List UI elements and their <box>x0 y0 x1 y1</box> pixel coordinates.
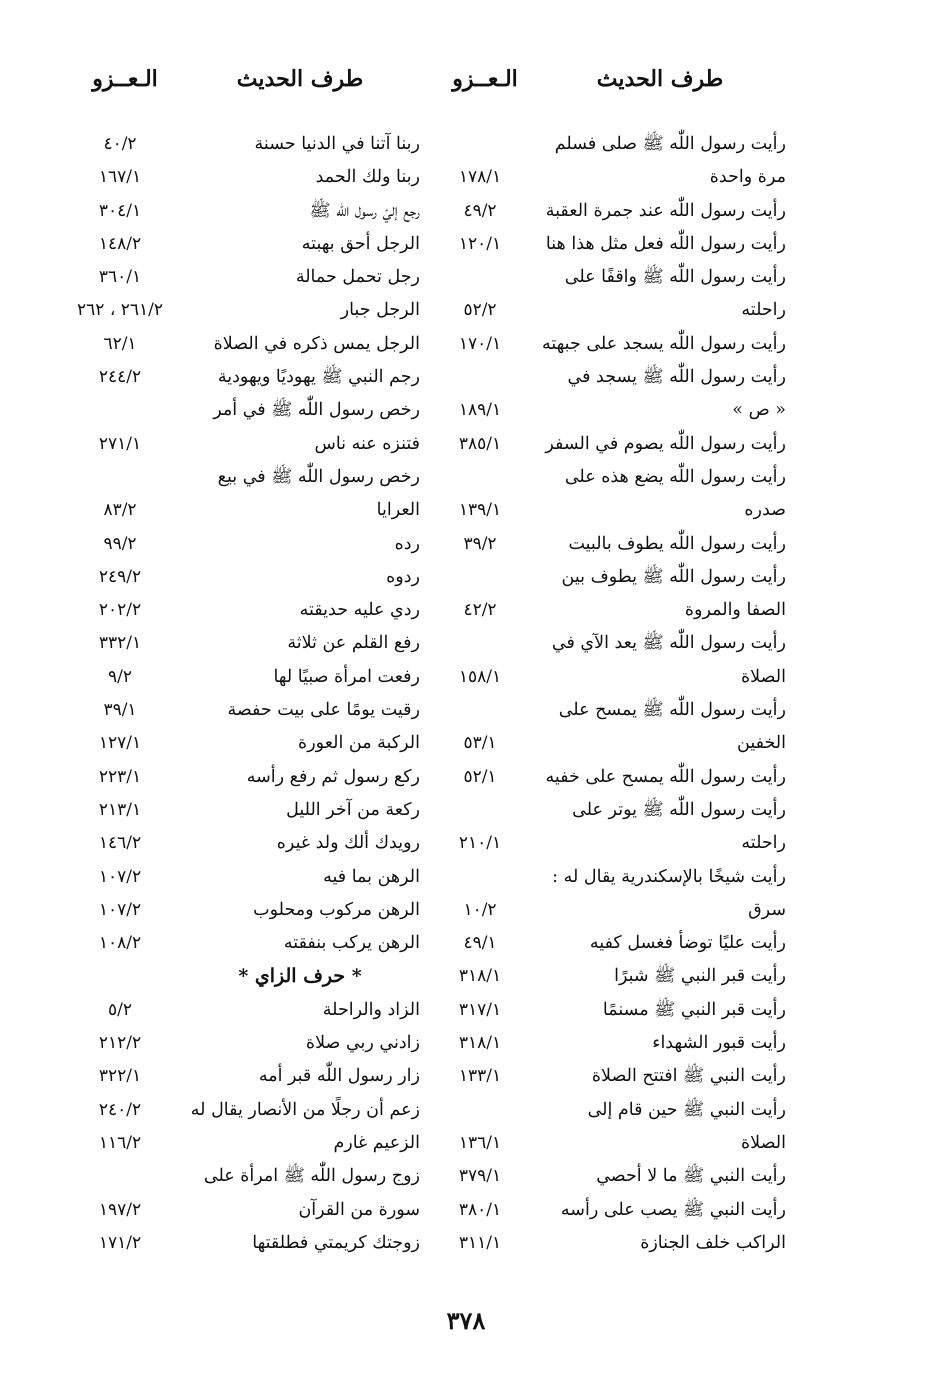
index-row <box>430 1160 790 1193</box>
reference: ١٣٩/١ <box>458 500 502 521</box>
hadith-text: رويدك ألك ولد غيره <box>276 833 420 854</box>
index-row <box>70 1194 430 1227</box>
index-row <box>430 694 790 727</box>
index-row <box>430 761 790 794</box>
index-row <box>430 994 790 1027</box>
index-row <box>430 128 790 161</box>
index-row <box>70 1160 430 1193</box>
index-row <box>430 195 790 228</box>
hadith-text: رأيت رسول اللّٰه يمسح على خفيه <box>545 766 786 787</box>
reference: ٤٢/٢ <box>463 600 497 621</box>
hadith-text: رأيت رسول اللّٰه ﷺ يوتر على <box>572 799 786 820</box>
hadith-text: رأيت رسول اللّٰه ﷺ يعد الآي في <box>551 633 786 654</box>
index-row <box>70 228 430 261</box>
index-row <box>430 294 790 327</box>
hadith-text: رأيت شيخًا بالإسكندرية يقال له : <box>552 866 786 887</box>
hadith-text: رأيت رسول اللّٰه فعل مثل هذا هنا <box>545 233 786 254</box>
index-row <box>430 794 790 827</box>
hadith-text: الصلاة <box>741 666 786 687</box>
index-row <box>70 461 430 494</box>
index-row <box>430 1094 790 1127</box>
reference: ٣١٨/١ <box>458 1033 502 1054</box>
hadith-text: رأيت النبي ﷺ يصب على رأسه <box>560 1199 786 1220</box>
index-row <box>70 1094 430 1127</box>
hadith-text: ربنا ولك الحمد <box>315 167 420 188</box>
index-row <box>70 827 430 860</box>
reference: ١٩٧/٢ <box>98 1199 142 1220</box>
hadith-text: الرجل يمس ذكره في الصلاة <box>213 333 420 354</box>
reference: ٣٨٠/١ <box>458 1199 502 1220</box>
hadith-text: رفعت امرأة صبيًا لها <box>273 666 420 687</box>
hadith-text: ركعة من آخر الليل <box>286 799 420 820</box>
reference: ١٧٨/١ <box>458 167 502 188</box>
reference: ١٤٦/٢ <box>98 833 142 854</box>
hadith-text: الرجل جبار <box>340 300 420 321</box>
index-row <box>430 861 790 894</box>
hadith-text: ردي عليه حديقته <box>299 600 420 621</box>
hadith-text: زعم أن رجلًا من الأنصار يقال له <box>190 1099 420 1120</box>
index-row <box>430 627 790 660</box>
header-left-ref: الـعــزو <box>92 66 158 92</box>
reference: ٣١٧/١ <box>458 999 502 1020</box>
hadith-text: رخص رسول اللّٰه ﷺ في أمر <box>213 400 420 421</box>
reference: ١٠٧/٢ <box>98 899 142 920</box>
index-row <box>70 161 430 194</box>
index-row <box>70 761 430 794</box>
index-row <box>70 927 430 960</box>
hadith-text: رأيت رسول اللّٰه ﷺ صلى فسلم <box>554 134 786 154</box>
reference: ٣٩/١ <box>103 700 137 721</box>
hadith-text: الرهن بما فيه <box>323 866 420 887</box>
reference: ١٤٨/٢ <box>98 233 142 254</box>
reference: ٣١١/١ <box>458 1232 502 1253</box>
index-row <box>430 1227 790 1260</box>
index-row <box>430 461 790 494</box>
hadith-text: الرهن مركوب ومحلوب <box>253 899 420 920</box>
hadith-text: الركبة من العورة <box>298 733 420 754</box>
reference: ٦٢/١ <box>103 333 137 354</box>
hadith-text: الراكب خلف الجنازة <box>640 1232 786 1253</box>
index-row <box>430 894 790 927</box>
hadith-text: الصلاة <box>741 1132 786 1153</box>
reference: ٤٠/٢ <box>103 134 137 154</box>
hadith-text: مرة واحدة <box>709 167 786 188</box>
reference: ١٣٣/١ <box>458 1066 502 1087</box>
index-row <box>70 128 430 161</box>
reference: ٢٤٤/٢ <box>98 367 142 388</box>
left-index-column <box>70 128 430 1260</box>
reference: ٢١٣/١ <box>98 799 142 820</box>
hadith-text: رأيت رسول اللّٰه يصوم في السفر <box>545 433 786 454</box>
hadith-text: الخفين <box>737 733 786 754</box>
index-row <box>70 960 430 993</box>
hadith-text: رأيت رسول اللّٰه ﷺ يمسح على <box>558 700 786 721</box>
reference: ١٠/٢ <box>463 899 497 920</box>
hadith-text: رأيت عليًا توضأ فغسل كفيه <box>589 933 786 954</box>
reference: ١٠٧/٢ <box>98 866 142 887</box>
index-row <box>70 1060 430 1093</box>
index-row <box>430 161 790 194</box>
hadith-text: رجم النبي ﷺ يهوديًا ويهودية <box>217 367 420 388</box>
hadith-text: زار رسول اللّٰه قبر أمه <box>258 1066 420 1087</box>
reference: ٩/٢ <box>108 666 132 687</box>
reference: ٥٢/١ <box>463 766 497 787</box>
index-row <box>430 494 790 527</box>
hadith-text: رفع القلم عن ثلاثة <box>287 633 420 654</box>
index-row <box>70 361 430 394</box>
index-row <box>70 294 430 327</box>
hadith-text: الصفا والمروة <box>684 600 786 621</box>
index-row <box>70 794 430 827</box>
reference: ٩٩/٢ <box>103 533 137 554</box>
reference: ١٠٨/٢ <box>98 933 142 954</box>
index-row <box>430 594 790 627</box>
reference: ١٧١/٢ <box>98 1232 142 1253</box>
index-row <box>70 261 430 294</box>
reference: ١٣٦/١ <box>458 1132 502 1153</box>
hadith-text: ربنا آتنا في الدنيا حسنة <box>254 134 420 154</box>
reference: ٢٤٠/٢ <box>98 1099 142 1120</box>
index-row <box>430 428 790 461</box>
hadith-text: رأيت النبي ﷺ حين قام إلى <box>587 1099 786 1120</box>
index-row <box>70 528 430 561</box>
hadith-text: رده <box>394 533 420 554</box>
hadith-text: رأيت رسول اللّٰه يسجد على جبهته <box>541 333 786 354</box>
page-number: ٣٧٨ <box>446 1306 486 1335</box>
hadith-text: ردوه <box>386 566 420 587</box>
index-row <box>70 627 430 660</box>
reference: ٢١٠/١ <box>458 833 502 854</box>
hadith-text: الرجل أحق بهبته <box>301 233 420 254</box>
reference: ٢٢٣/١ <box>98 766 142 787</box>
hadith-text: رأيت قبر النبي ﷺ شبرًا <box>614 966 786 987</box>
reference: ٢٦١/٢ ، ٢٦٢ <box>77 300 163 321</box>
index-row <box>70 328 430 361</box>
index-row <box>430 228 790 261</box>
reference: ٣٠٤/١ <box>98 200 142 221</box>
hadith-text: رأيت رسول اللّٰه يطوف بالبيت <box>568 533 786 554</box>
index-row <box>430 561 790 594</box>
reference: ٣٩/٢ <box>463 533 497 554</box>
hadith-text: زادني ربي صلاة <box>305 1033 420 1054</box>
hadith-text: سرق <box>748 899 786 920</box>
reference: ١١٦/٢ <box>98 1132 142 1153</box>
section-heading: * حرف الزاي * <box>238 965 362 988</box>
hadith-text: ركع رسول ثم رفع رأسه <box>246 766 420 787</box>
index-row <box>430 661 790 694</box>
hadith-text: راحلته <box>741 300 786 321</box>
index-row <box>70 561 430 594</box>
hadith-text: الزعيم غارم <box>333 1132 420 1153</box>
reference: ٢٤٩/٢ <box>98 566 142 587</box>
index-row <box>70 861 430 894</box>
reference: ١٥٨/١ <box>458 666 502 687</box>
header-left-hadith: طرف الحديث <box>236 66 364 92</box>
hadith-text: الزاد والراحلة <box>322 999 420 1020</box>
hadith-text: رأيت قبور الشهداء <box>652 1033 786 1054</box>
index-row <box>430 528 790 561</box>
hadith-text: رخص رسول اللّٰه ﷺ في بيع <box>217 466 420 487</box>
reference: ٢٧١/١ <box>98 433 142 454</box>
reference: ١٢٠/١ <box>458 233 502 254</box>
index-row <box>70 1127 430 1160</box>
hadith-text: الرهن يركب بنفقته <box>283 933 420 954</box>
hadith-text: صدره <box>744 500 786 521</box>
reference: ٥٢/٢ <box>463 300 497 321</box>
right-index-column <box>430 128 790 1260</box>
reference: ٤٩/٢ <box>463 200 497 221</box>
index-row <box>430 361 790 394</box>
hadith-text: رجع إليّ رسول اللّٰه ﷺ <box>309 200 420 221</box>
index-row <box>430 927 790 960</box>
index-row <box>430 328 790 361</box>
reference: ٣٨٥/١ <box>458 433 502 454</box>
hadith-text: رأيت رسول اللّٰه ﷺ يسجد في <box>567 367 786 388</box>
hadith-text: رأيت النبي ﷺ افتتح الصلاة <box>591 1066 786 1087</box>
reference: ٤٩/١ <box>463 933 497 954</box>
index-row <box>70 594 430 627</box>
hadith-text: رقيت يومًا على بيت حفصة <box>227 700 420 721</box>
index-row <box>70 195 430 228</box>
header-right-hadith: طرف الحديث <box>596 66 724 92</box>
reference: ٣١٨/١ <box>458 966 502 987</box>
index-row <box>430 261 790 294</box>
hadith-text: رأيت رسول اللّٰه ﷺ واقفًا على <box>564 267 786 288</box>
reference: ٣٢٢/١ <box>98 1066 142 1087</box>
reference: ١٢٧/١ <box>98 733 142 754</box>
reference: ١٧٠/١ <box>458 333 502 354</box>
index-row <box>430 1127 790 1160</box>
hadith-text: رأيت رسول اللّٰه يضع هذه على <box>564 466 786 487</box>
hadith-text: رأيت رسول اللّٰه ﷺ يطوف بين <box>561 566 786 587</box>
index-row <box>70 727 430 760</box>
hadith-text: سورة من القرآن <box>298 1199 420 1220</box>
reference: ٨٣/٢ <box>103 500 137 521</box>
reference: ٣٧٩/١ <box>458 1166 502 1187</box>
hadith-text: رجل تحمل حمالة <box>295 267 420 288</box>
index-row <box>70 394 430 427</box>
index-row <box>430 1194 790 1227</box>
reference: ١٦٧/١ <box>98 167 142 188</box>
index-row <box>70 1227 430 1260</box>
header-right-ref: الـعــزو <box>452 66 518 92</box>
reference: ٥/٢ <box>108 999 132 1020</box>
index-row <box>70 661 430 694</box>
hadith-text: زوج رسول اللّٰه ﷺ امرأة على <box>203 1166 420 1187</box>
hadith-text: زوجتك كريمتي فطلقتها <box>252 1232 420 1253</box>
index-row <box>70 494 430 527</box>
hadith-text: رأيت قبر النبي ﷺ مسنمًا <box>602 999 786 1020</box>
reference: ٥٣/١ <box>463 733 497 754</box>
hadith-text: « ص » <box>732 400 786 421</box>
reference: ٣٣٢/١ <box>98 633 142 654</box>
hadith-text: العرايا <box>376 500 420 521</box>
hadith-text: رأيت النبي ﷺ ما لا أحصي <box>596 1166 786 1187</box>
index-row <box>70 994 430 1027</box>
index-row <box>70 428 430 461</box>
index-row <box>430 1060 790 1093</box>
reference: ١٨٩/١ <box>458 400 502 421</box>
hadith-text: رأيت رسول اللّٰه عند جمرة العقبة <box>545 200 786 221</box>
reference: ٢٠٢/٢ <box>98 600 142 621</box>
index-row <box>430 727 790 760</box>
hadith-text: فتنزه عنه ناس <box>314 433 420 454</box>
reference: ٢١٢/٢ <box>98 1033 142 1054</box>
reference: ٣٦٠/١ <box>98 267 142 288</box>
index-row <box>70 694 430 727</box>
index-row <box>430 960 790 993</box>
index-row <box>70 894 430 927</box>
index-row <box>430 394 790 427</box>
index-row <box>70 1027 430 1060</box>
index-row <box>430 827 790 860</box>
hadith-text: راحلته <box>741 833 786 854</box>
index-row <box>430 1027 790 1060</box>
